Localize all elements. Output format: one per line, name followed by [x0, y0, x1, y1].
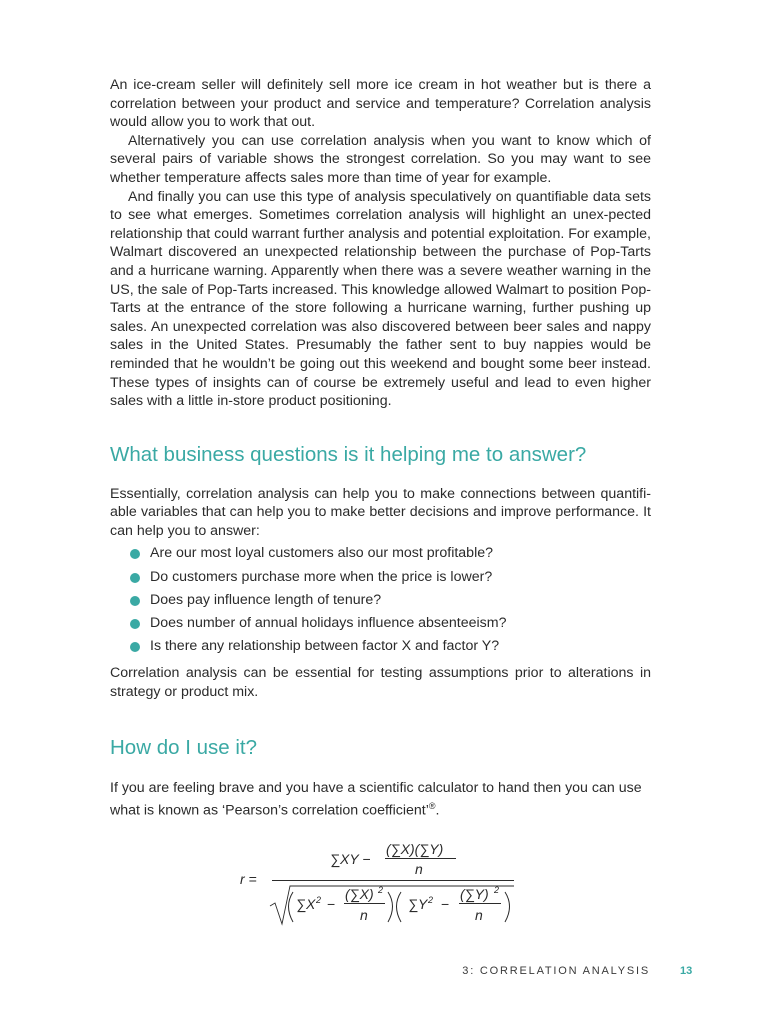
left-paren-open-icon [289, 892, 294, 922]
formula-den-x-exp: 2 [316, 895, 322, 905]
bullet-icon [130, 549, 140, 559]
use-intro-end: . [435, 803, 440, 819]
formula-den-y-minus: − [441, 896, 450, 912]
formula-numerator-frac-bottom: n [415, 861, 423, 877]
formula-lhs: r = [240, 871, 257, 887]
bullet-icon [130, 596, 140, 606]
heading-how-to-use: How do I use it? [110, 735, 257, 759]
formula-den-y-frac-exp: 2 [494, 885, 500, 895]
paragraph-questions-outro: Correlation analysis can be essential for testing assumptions prior to alterations in strategy or product mix. [110, 665, 651, 701]
footer-page-number: 13 [680, 965, 693, 977]
paragraph-use-intro [110, 779, 651, 821]
right-paren-close-icon [505, 892, 510, 922]
list-item [110, 566, 651, 589]
paragraph-intro-3: And finally you can use this type of analysis speculatively on quantifiable data sets to see what emerges. Sometimes correlation analysis will highlight an unex-pected relationship that could warrant further analysis and potential exploitation. For example, Walmart discovered an unexpected relationship between the purchase of Pop-Tarts and a hurricane warning. Apparently when there was a severe weather warning in the US, the sale of Pop-Tarts increased. This knowledge allowed Walmart to position Pop-Tarts at the entrance of the store following a hurricane warning, further pushing up sales. An unexpected correlation was also discovered between beer sales and nappy sales in the United States. Presumably the father sent to buy nappies would be reminded that he wouldn’t be going out this weekend and bought some beer instead. These types of insights can of course be extremely useful and lead to even higher sales with a little in-store product positioning. [110, 188, 652, 410]
formula-den-x-frac-bottom: n [360, 907, 368, 923]
paragraph-intro-1: An ice-cream seller will definitely sell more ice cream in hot weather but is there a correlation between your product and service and temperature? Correlation analysis would allow you to work that out. [110, 77, 651, 131]
formula-numerator-left: ∑XY − [330, 851, 371, 867]
formula-den-y-term: ∑Y [408, 896, 428, 912]
list-item [110, 635, 651, 658]
bullet-icon [130, 619, 140, 629]
formula-den-y-exp: 2 [428, 895, 434, 905]
formula-den-x-frac-top: (∑X) [345, 886, 374, 902]
questions-list [110, 542, 651, 658]
heading-business-questions: What business questions is it helping me to answer? [110, 442, 587, 466]
pearson-formula [230, 836, 530, 936]
paragraph-questions-intro: Essentially, correlation analysis can help you to make connections between quantifi-able variables that can help you to make better decisions and improve performance. It can help you to answer: [110, 485, 651, 539]
question-text: Does number of annual holidays influence absenteeism? [150, 615, 507, 632]
use-intro-text: If you are feeling brave and you have a scientific calculator to hand then you can use what is known as ‘Pearson’s correlation coefficient’ [110, 779, 642, 819]
page-content [110, 76, 651, 821]
question-text: Does pay influence length of tenure? [150, 591, 382, 608]
bullet-icon [130, 573, 140, 583]
formula-den-y-frac-bottom: n [475, 907, 483, 923]
right-paren-open-icon [397, 892, 402, 922]
paragraph-intro-2: Alternatively you can use correlation analysis when you want to know which of several pairs of variable shows the strongest correlation. So you may want to see whether temperature affects sales more than time of year for example. [110, 132, 651, 186]
bullet-icon [130, 642, 140, 652]
formula-numerator-frac-top: (∑X)(∑Y) [386, 841, 444, 857]
left-paren-close-icon [388, 892, 393, 922]
formula-den-x-minus: − [327, 896, 336, 912]
registered-mark: ® [428, 801, 436, 812]
pearson-formula-svg [230, 836, 530, 936]
page-footer [0, 965, 768, 981]
formula-den-x-term: ∑X [296, 896, 316, 912]
question-text: Do customers purchase more when the price is lower? [150, 568, 493, 585]
formula-den-x-frac-exp: 2 [378, 885, 384, 895]
formula-den-y-frac-top: (∑Y) [460, 886, 489, 902]
question-text: Are our most loyal customers also our most profitable? [150, 545, 494, 562]
question-text: Is there any relationship between factor X and factor Y? [150, 638, 500, 655]
footer-section-title: 3: CORRELATION ANALYSIS [462, 965, 650, 977]
list-item [110, 612, 651, 635]
list-item [110, 542, 651, 565]
list-item [110, 589, 651, 612]
